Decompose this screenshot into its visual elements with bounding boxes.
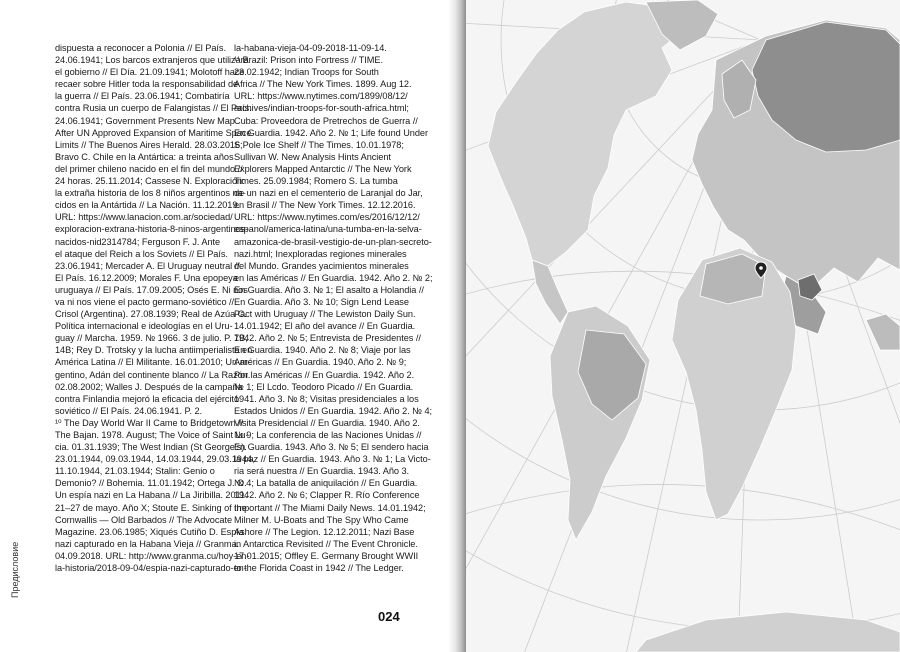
note-line: el gobierno // El Día. 21.09.1941; Molotoff hace	[55, 67, 245, 78]
note-line: exploracion-extrana-historia-8-ninos-argentinos-	[55, 224, 249, 235]
note-line: 02.08.2002; Walles J. Después de la campaña	[55, 381, 243, 392]
book-gutter	[448, 0, 466, 652]
note-line: espanol/america-latina/una-tumba-en-la-selva-	[234, 224, 422, 235]
note-line: En Guardia. 1940. Año 2. № 8; Viaje por las	[234, 345, 411, 356]
note-line: 23.01.1944, 09.03.1944, 14.03.1944, 29.03.1944,	[55, 454, 255, 465]
note-line: № 4; La batalla de aniquilación // En Guardia.	[234, 478, 418, 489]
note-line: Ashore // The Legion. 12.12.2011; Nazi Base	[234, 526, 415, 537]
note-line: cia. 01.31.1939; The West Indian (St George’s).	[55, 442, 247, 453]
note-line: América Latina // El Militante. 16.01.2010; Un ar-	[55, 357, 251, 368]
notes-column-2	[234, 42, 433, 574]
note-line: nazi capturado en la Habana Vieja // Granma.	[55, 538, 240, 549]
note-line: ria será nuestra // En Guardia. 1943. Año 3.	[234, 466, 410, 477]
note-line: En Guardia. Año 3. № 1; El asalto a Holandia //	[234, 284, 424, 295]
notes-column-1	[55, 42, 255, 574]
world-map-illustration	[466, 0, 900, 652]
note-line: Pact with Uruguay // The Lewiston Daily Sun.	[234, 309, 416, 320]
note-line: 1941. Año 3. № 8; Visitas presidenciales a los	[234, 393, 419, 404]
note-line: va ni nos viene el pacto germano-soviético //	[55, 296, 235, 307]
note-line: 1942. Año 2. № 5; Entrevista de Presidentes //	[234, 333, 421, 344]
note-line: Magazine. 23.06.1985; Xiqués Cutiño D. Espía	[55, 526, 244, 537]
note-line: After UN Approved Expansion of Maritime Space	[55, 127, 252, 138]
note-line: Africa // The New York Times. 1899. Aug 12.	[234, 79, 412, 90]
note-line: 14B; Rey D. Trotsky y la lucha antiimperialista en	[55, 345, 253, 356]
running-head: Предисловие	[10, 541, 20, 598]
note-line: nacidos-nid2314784; Ferguson F. J. Ante	[55, 236, 221, 247]
note-line: en las Américas // En Guardia. 1942. Año 2. № 2;	[234, 272, 433, 283]
note-line: dispuesta a reconocer a Polonia // El País.	[55, 43, 226, 53]
note-line: la-habana-vieja-04-09-2018-11-09-14.	[234, 43, 387, 53]
note-line: № 1; El Lcdo. Teodoro Picado // En Guardia.	[234, 381, 414, 392]
note-line: Milner M. U-Boats and The Spy Who Came	[234, 514, 409, 525]
note-line: URL: https://www.lanacion.com.ar/sociedad/	[55, 212, 233, 223]
note-line: Important // The Miami Daily News. 14.01.1942;	[234, 502, 426, 513]
note-line: Sullivan W. New Analysis Hints Ancient	[234, 151, 391, 162]
page-number: 024	[378, 609, 400, 624]
note-line: Bravo C. Chile en la Antártica: a treinta años	[55, 151, 234, 162]
note-line: ¹¹ Brazil: Prison into Fortress // TIME.	[234, 55, 383, 66]
note-line: el ataque del Reich a los Soviets // El País.	[55, 248, 228, 259]
note-line: № 9; La conferencia de las Naciones Unidas //	[234, 430, 422, 440]
note-line: URL: https://www.nytimes.com/es/2016/12/12/	[234, 212, 420, 223]
note-line: Visita Presidencial // En Guardia. 1940. Año 2.	[234, 417, 420, 428]
note-line: la extraña historia de los 8 niños argentinos na-	[55, 188, 246, 199]
note-line: la paz // En Guardia. 1943. Año 3. № 1; La Victo-	[234, 454, 431, 465]
note-line: 21–27 de mayo. Año X; Stoute E. Sinking of the	[55, 502, 247, 513]
note-line: 1942. Año 2. № 6; Clapper R. Río Conference	[234, 490, 420, 501]
note-line: Política internacional e ideologías en el Uru-	[55, 321, 233, 332]
note-line: En Guardia. 1942. Año 2. № 1; Life found Under	[234, 127, 428, 138]
note-line: The Bajan. 1978. August; The Voice of Saint Lu-	[55, 430, 249, 440]
right-page	[466, 0, 900, 652]
note-line: 24 horas. 25.11.2014; Cassese N. Exploración:	[55, 176, 245, 187]
note-line: la-historia/2018-09-04/espia-nazi-capturado-en-	[55, 563, 247, 574]
note-line: uruguaya // El País. 17.09.2005; Osés E. Ni nos	[55, 284, 248, 295]
note-line: la guerra // El País. 23.06.1941; Combatiría	[55, 91, 230, 102]
note-line: Cornwallis — Old Barbados // The Advocate	[55, 514, 233, 525]
note-line: Américas // En Guardia. 1940. Año 2. № 9;	[234, 357, 407, 368]
note-line: contra Rusia un cuerpo de Falangistas // El País.	[55, 103, 252, 114]
note-line: Cuba: Proveedora de Pretrechos de Guerra //	[234, 115, 418, 126]
note-line: recaer sobre Hitler toda la responsabilidad de	[55, 79, 239, 90]
note-line: S Pole Ice Shelf // The Times. 10.01.1978;	[234, 139, 404, 150]
note-line: del primer chileno nacido en el fin del mundo //	[55, 163, 243, 174]
note-line: 23.06.1941; Mercader A. El Uruguay neutral //	[55, 260, 240, 271]
note-line: En Guardia. Año 3. № 10; Sign Lend Lease	[234, 296, 409, 307]
note-line: archives/indian-troops-for-south-africa.html;	[234, 103, 409, 114]
note-line: 17.01.2015; Offley E. Germany Brought WWII	[234, 550, 419, 561]
note-line: nazi.html; Inexploradas regiones minerales	[234, 248, 407, 259]
note-line: 24.06.1941; Los barcos extranjeros que utilizará	[55, 55, 249, 66]
note-line: Crisol (Argentina). 27.08.1939; Real de Azúa C.	[55, 309, 247, 320]
note-line: soviético // El País. 24.06.1941. P. 2.	[55, 405, 203, 416]
note-line: 24.06.1941; Government Presents New Map	[55, 115, 235, 126]
note-line: ¹⁰ The Day World War II Came to Bridgetown //	[55, 417, 244, 428]
note-line: 11.10.1944, 21.03.1944; Stalin: Genio o	[55, 466, 215, 477]
note-line: 23.02.1942; Indian Troops for South	[234, 67, 379, 78]
note-line: contra Finlandia mejoró la eficacia del ejército	[55, 393, 239, 404]
note-line: guay // Marcha. 1959. № 1966. 3 de julio. P. 7B,	[55, 333, 248, 344]
note-line: 14.01.1942; El año del avance // En Guardia.	[234, 321, 416, 332]
note-line: El País. 16.12.2009; Morales F. Una epopeya	[55, 272, 238, 283]
note-line: Un espía nazi en La Habana // La Jiribilla. 2011.	[55, 490, 248, 501]
note-line: 04.09.2018. URL: http://www.granma.cu/hoy-en-	[55, 550, 250, 561]
note-line: amazonica-de-brasil-vestigio-de-un-plan-secreto-	[234, 236, 432, 247]
note-line: de un nazi en el cementerio de Laranjal do Jar,	[234, 188, 423, 199]
note-line: Limits // The Buenos Aires Herald. 28.03.2016;	[55, 139, 243, 150]
note-line: Explorers Mapped Antarctic // The New York	[234, 163, 412, 174]
note-line: in Antarctica Revisited // The Event Chronicle.	[234, 538, 418, 549]
note-line: en Brasil // The New York Times. 12.12.2016.	[234, 200, 416, 211]
note-line: del Mundo. Grandes yacimientos minerales	[234, 260, 409, 271]
note-line: Por las Américas // En Guardia. 1942. Año 2.	[234, 369, 415, 380]
note-line: to the Florida Coast in 1942 // The Ledger.	[234, 563, 404, 574]
note-line: Estados Unidos // En Guardia. 1942. Año 2. № 4;	[234, 405, 433, 416]
note-line: URL: https://www.nytimes.com/1899/08/12/	[234, 91, 408, 102]
note-line: gentino, Adán del continente blanco // La Razón.	[55, 369, 251, 380]
note-line: cidos en la Antártida // La Nación. 11.12.2019.	[55, 200, 240, 211]
note-line: Times. 25.09.1984; Romero S. La tumba	[234, 176, 398, 187]
note-line: En Guardia. 1943. Año 3. № 5; El sendero hacia	[234, 442, 429, 453]
note-line: Demonio? // Bohemia. 11.01.1942; Ortega J. O.	[55, 478, 247, 489]
